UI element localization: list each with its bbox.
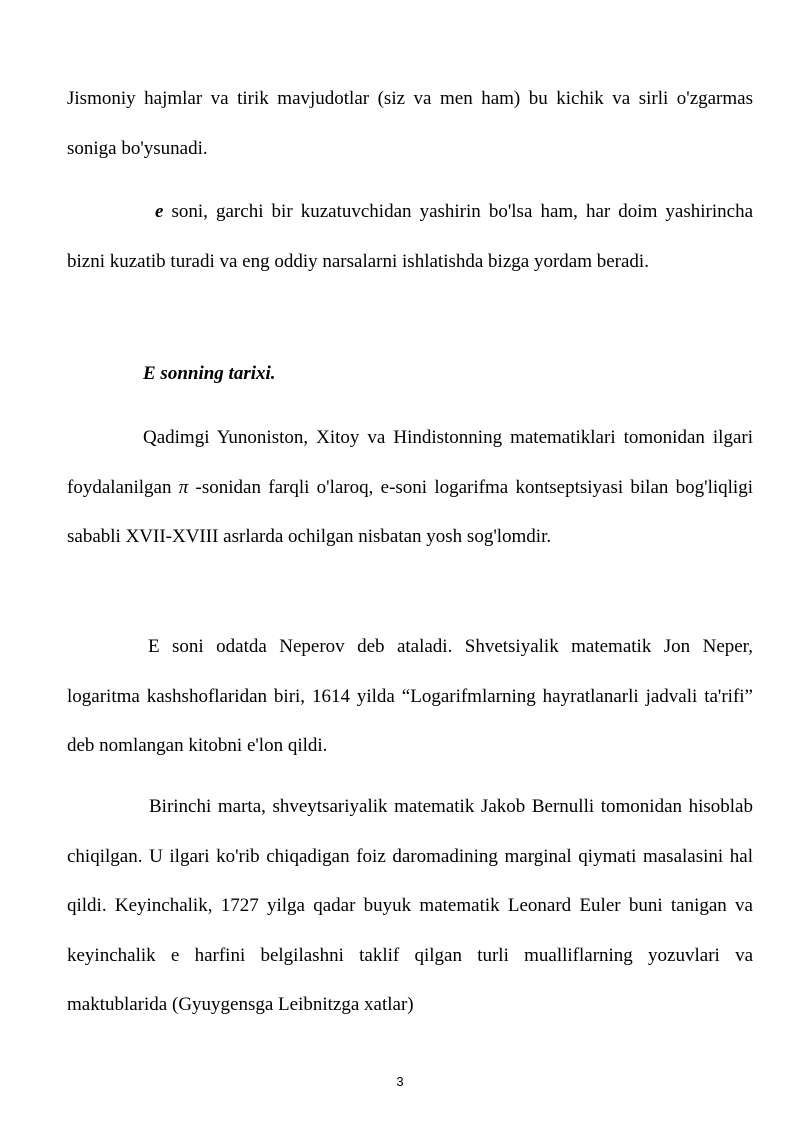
paragraph-e-hidden [67,187,753,286]
page-number: 3 [396,1074,404,1089]
paragraph-neper: E soni odatda Neperov deb ataladi. Shvetsiyalik matematik Jon Neper, logaritma kashshoflaridan biri, 1614 yilda “Logarifmlarning hayratlanarli jadvali ta'rifi” deb nomlangan kitobni e'lon qildi. [67,636,753,756]
e-letter: e [155,201,164,222]
section-heading: E sonning tarixi. [143,363,276,384]
paragraph-bernoulli-euler: Birinchi marta, shveytsariyalik matematik Jakob Bernulli tomonidan hisoblab chiqilgan. U ilgari ko'rib chiqadigan foiz daromadining marginal qiymati masalasini hal qildi. Keyinchalik, 1727 yilga qadar buyuk matematik Leonard Euler buni tanigan va keyinchalik e harfini belgilashni taklif qilgan turli mualliflarning yozuvlari va maktublarida (Gyuygensga Leibnitzga xatlar) [67,796,753,1015]
paragraph-history-pi-after: -sonidan farqli o'laroq, e-soni logarifma kontseptsiyasi bilan bog'liqligi sababli XVII-XVIII asrlarda ochilgan nisbatan yosh sog'lomdir. [67,476,753,547]
paragraph-history-pi-before: Qadimgi Yunoniston, Xitoy va Hindistonning matematiklari tomonidan ilgari foydalanilgan [67,427,753,498]
paragraph-physical-volumes: Jismoniy hajmlar va tirik mavjudotlar (siz va men ham) bu kichik va sirli o'zgarmas soniga bo'ysunadi. [67,88,753,159]
pi-symbol: π [178,476,189,498]
paragraph-e-hidden-text: soni, garchi bir kuzatuvchidan yashirin bo'lsa ham, har doim yashirincha bizni kuzatib turadi va eng oddiy narsalarni ishlatishda bizga yordam beradi. [67,201,753,272]
paragraph-history-pi [67,413,753,562]
